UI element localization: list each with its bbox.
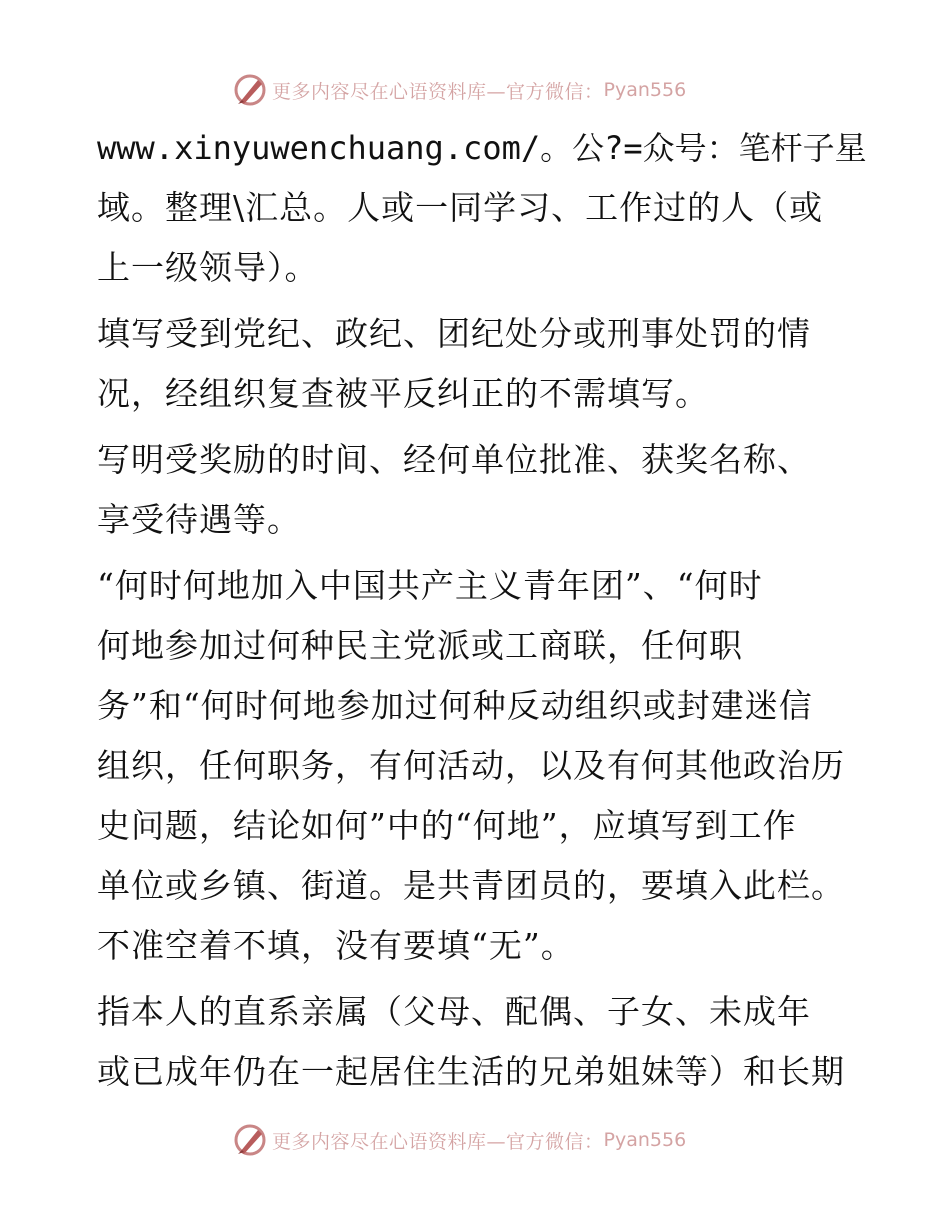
document-body (97, 118, 867, 1108)
text-line: 填写受到党纪、政纪、团纪处分或刑事处罚的情 (97, 314, 811, 353)
text-line (97, 118, 867, 178)
text-line: 史问题，结论如何”中的“何地”，应填写到工作 (97, 806, 797, 845)
banner-wechat-id: Pyan556 (603, 79, 687, 101)
paragraph (97, 982, 857, 1102)
text-line: 何地参加过何种民主党派或工商联，任何职 (97, 626, 743, 665)
text-line: 不准空着不填，没有要填“无”。 (97, 926, 575, 965)
text-line: 况，经组织复查被平反纠正的不需填写。 (97, 374, 709, 413)
text-line: 指本人的直系亲属（父母、配偶、子女、未成年 (97, 992, 811, 1031)
text-line: 或已成年仍在一起居住生活的兄弟姐妹等）和长期 (97, 1052, 845, 1091)
text-line: “何时何地加入中国共产主义青年团”、“何时 (97, 566, 763, 605)
text-line: 务”和“何时何地参加过何种反动组织或封建迷信 (97, 686, 813, 725)
pen-logo-icon (232, 72, 268, 108)
text-line: 单位或乡镇、街道。是共青团员的，要填入此栏。 (97, 866, 845, 905)
text-line: 组织，任何职务，有何活动，以及有何其他政治历 (97, 746, 845, 785)
url-text: www.xinyuwenchuang.com/。公?=众号：笔杆子星 (97, 129, 867, 167)
text-line: 享受待遇等。 (97, 500, 301, 539)
paragraph (97, 430, 857, 550)
paragraph (97, 304, 857, 424)
banner-wechat-id: Pyan556 (603, 1129, 687, 1151)
paragraph (97, 556, 857, 976)
text-line: 上一级领导）。 (97, 248, 319, 287)
paragraph (97, 118, 867, 298)
banner-text: 更多内容尽在心语资料库—官方微信： (272, 80, 604, 103)
footer-banner (232, 1120, 686, 1160)
text-line: 写明受奖励的时间、经何单位批准、获奖名称、 (97, 440, 811, 479)
text-line: 域。整理\汇总。人或一同学习、工作过的人（或 (97, 188, 824, 227)
banner-text: 更多内容尽在心语资料库—官方微信： (272, 1130, 604, 1153)
pen-logo-icon (232, 1122, 268, 1158)
header-banner (232, 70, 686, 110)
